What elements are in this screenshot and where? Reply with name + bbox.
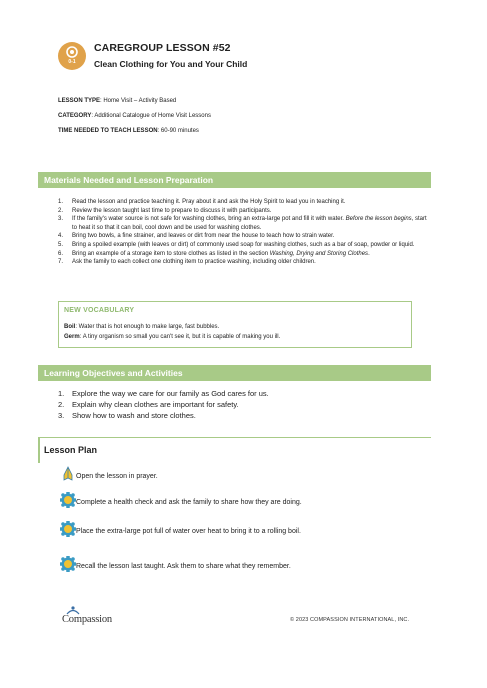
plan-step bbox=[60, 492, 440, 512]
vocabulary-box bbox=[58, 301, 412, 348]
item-text: Bring an example of a storage item to store clothes as listed in the section bbox=[72, 250, 270, 257]
lesson-header bbox=[58, 42, 438, 82]
caregroup-logo-icon bbox=[58, 42, 86, 70]
lesson-type-label: LESSON TYPE bbox=[58, 98, 101, 104]
lesson-title: CAREGROUP LESSON #52 bbox=[94, 42, 231, 54]
list-item bbox=[58, 232, 430, 241]
vocabulary-term bbox=[64, 324, 219, 330]
lesson-subtitle: Clean Clothing for You and Your Child bbox=[94, 59, 248, 69]
vocabulary-heading: NEW VOCABULARY bbox=[64, 307, 135, 314]
step-text: Open the lesson in prayer. bbox=[76, 473, 158, 480]
list-item bbox=[58, 410, 418, 421]
materials-list bbox=[58, 198, 430, 267]
divider bbox=[38, 437, 431, 438]
item-emphasis: Before the lesson begins bbox=[345, 216, 412, 223]
lesson-plan-header bbox=[38, 437, 431, 463]
materials-heading: Materials Needed and Lesson Preparation bbox=[44, 175, 214, 185]
item-text: Show how to wash and store clothes. bbox=[72, 411, 196, 421]
logo-age-label: 0-1 bbox=[68, 59, 76, 65]
item-text: Read the lesson and practice teaching it. Pray about it and ask the Holy Spirit to lead you in teaching it. bbox=[72, 199, 346, 205]
gear-flower-icon bbox=[60, 521, 76, 537]
divider bbox=[38, 437, 40, 463]
item-number: 3. bbox=[58, 411, 65, 421]
item-text: If the family's water source is not safe for washing clothes, bring an extra-large pot and fill it with water. bbox=[72, 216, 344, 223]
lesson-category bbox=[58, 113, 211, 119]
item-number: 1. bbox=[58, 199, 64, 205]
list-item bbox=[58, 207, 430, 216]
item-text: Review the lesson taught last time to prepare to discuss it with participants. bbox=[72, 207, 272, 214]
item-number: 7. bbox=[58, 259, 64, 266]
lesson-type-value: : Home Visit – Activity Based bbox=[100, 98, 177, 104]
item-text: Ask the family to each collect one clothing item to practice washing, including older children. bbox=[72, 259, 316, 266]
item-number: 1. bbox=[58, 389, 65, 398]
plan-step bbox=[60, 556, 440, 576]
item-text: Bring a spoiled example (with leaves or dirt) of commonly used soap for washing clothes, such as a bar of soap, powder or liquid. bbox=[72, 241, 415, 248]
step-text: Place the extra-large pot full of water over heat to bring it to a rolling boil. bbox=[76, 528, 301, 535]
list-item bbox=[58, 198, 430, 207]
list-item bbox=[58, 215, 430, 232]
item-number: 4. bbox=[58, 233, 64, 240]
lesson-type bbox=[58, 98, 176, 104]
item-text-after: , start to heat it so that it can boil, cool down and be used for washing clothes. bbox=[72, 216, 427, 231]
step-text: Complete a health check and ask the family to share how they are doing. bbox=[76, 499, 302, 506]
list-item bbox=[58, 388, 418, 399]
materials-section-header bbox=[38, 172, 431, 188]
term-label: Germ bbox=[64, 334, 80, 340]
item-number: 2. bbox=[58, 400, 65, 410]
lesson-time-label: TIME NEEDED TO TEACH LESSON bbox=[58, 128, 158, 134]
vocabulary-term bbox=[64, 334, 280, 340]
lesson-category-value: : Additional Catalogue of Home Visit Lessons bbox=[91, 113, 211, 119]
lesson-plan-heading: Lesson Plan bbox=[44, 445, 98, 455]
item-number: 2. bbox=[58, 207, 64, 214]
list-item bbox=[58, 258, 430, 267]
gear-flower-icon bbox=[60, 556, 76, 572]
objectives-list bbox=[58, 388, 418, 422]
item-number: 3. bbox=[58, 216, 64, 223]
item-text: Bring two bowls, a fine strainer, and leaves or dirt from near the house to teach how to strain water. bbox=[72, 233, 335, 240]
term-label: Boil bbox=[64, 324, 76, 330]
term-definition: : A tiny organism so small you can't see it, but it is capable of making you ill. bbox=[79, 334, 281, 340]
compassion-logo bbox=[58, 606, 148, 628]
item-number: 6. bbox=[58, 250, 64, 257]
item-text: Explore the way we care for our family as God cares for us. bbox=[72, 389, 269, 398]
lesson-time bbox=[58, 128, 199, 134]
plan-step bbox=[60, 466, 440, 486]
plan-step bbox=[60, 521, 440, 541]
term-definition: : Water that is hot enough to make large, fast bubbles. bbox=[75, 324, 220, 330]
list-item bbox=[58, 399, 418, 410]
list-item bbox=[58, 250, 430, 259]
item-emphasis: Washing, Drying and Storing Clothes bbox=[269, 250, 369, 257]
item-text: Explain why clean clothes are important for safety. bbox=[72, 400, 239, 410]
step-text: Recall the lesson last taught. Ask them to share what they remember. bbox=[76, 563, 291, 570]
list-item bbox=[58, 241, 430, 250]
copyright-notice: © 2023 COMPASSION INTERNATIONAL, INC. bbox=[290, 617, 410, 623]
lesson-time-value: : 60-90 minutes bbox=[157, 128, 199, 134]
item-text-after: . bbox=[368, 250, 370, 257]
objectives-section-header bbox=[38, 365, 431, 381]
item-number: 5. bbox=[58, 241, 64, 248]
compassion-logo-text: Compassion bbox=[62, 614, 112, 625]
prayer-hands-icon bbox=[60, 466, 76, 482]
lesson-category-label: CATEGORY bbox=[58, 113, 92, 119]
objectives-heading: Learning Objectives and Activities bbox=[44, 368, 183, 378]
gear-flower-icon bbox=[60, 492, 76, 508]
